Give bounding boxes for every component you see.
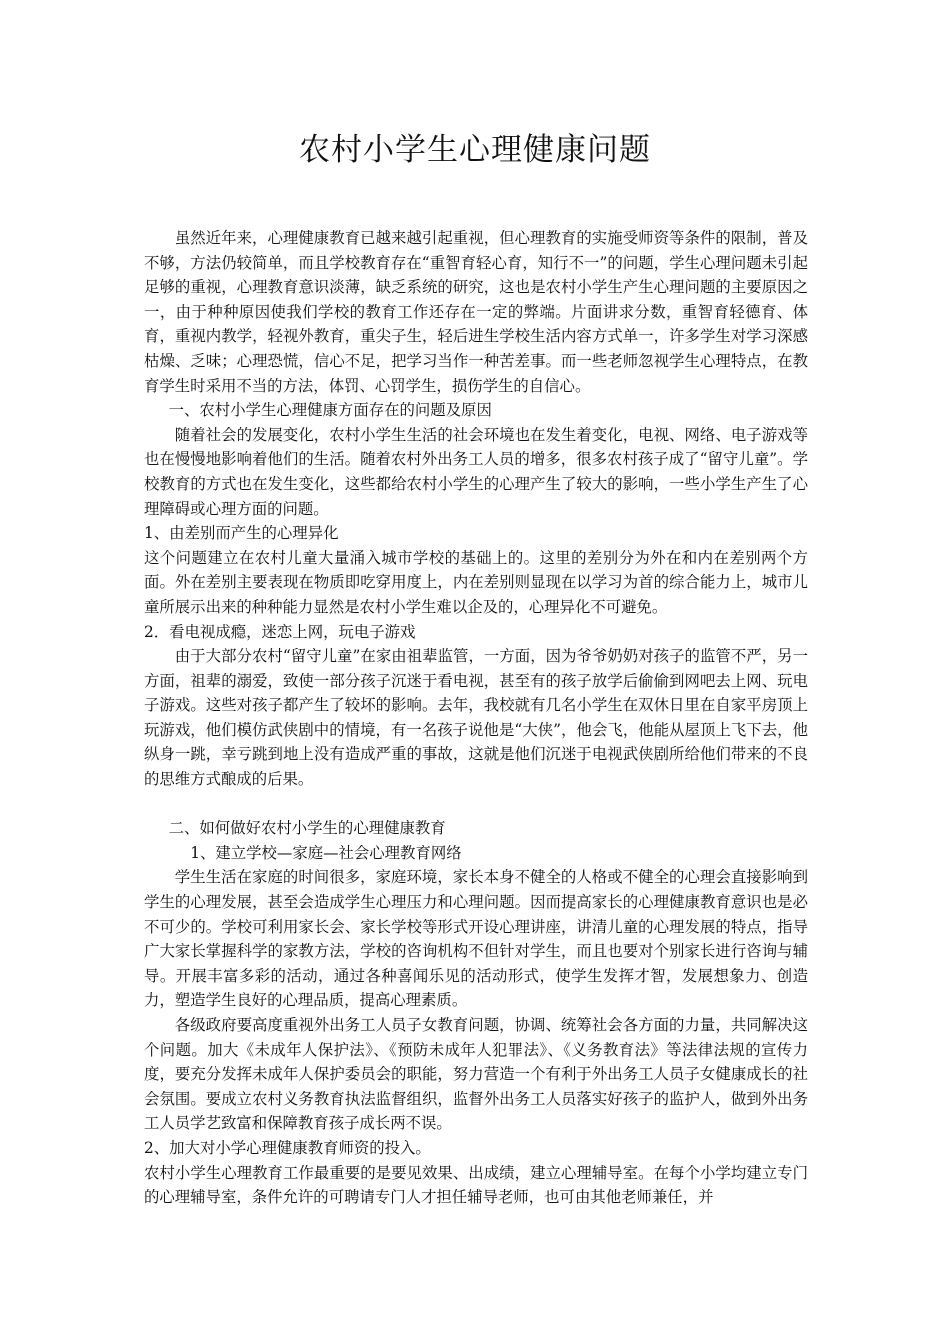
blank-line [144, 792, 808, 817]
section-heading-2: 二、如何做好农村小学生的心理健康教育 [168, 819, 446, 838]
paragraph: 由于大部分农村“留守儿童”在家由祖辈监管，一方面，因为爷爷奶奶对孩子的监管不严，另一方面，祖辈的溺爱，致使一部分孩子沉迷于看电视，甚至有的孩子放学后偷偷到网吧去上网、玩电子游戏。这些对孩子都产生了较坏的影响。去年，我校就有几名小学生在双休日里在自家平房顶上玩游戏，他们模仿武侠剧中的情境，有一名孩子说他是“大侠”，他会飞，他能从屋顶上飞下去，他纵身一跳，幸亏跳到地上没有造成严重的事故，这就是他们沉迷于电视武侠剧所给他们带来的不良的思维方式酿成的后果。 [144, 647, 808, 789]
paragraph: 学生生活在家庭的时间很多，家庭环境，家长本身不健全的人格或不健全的心理会直接影响到学生的心理发展，甚至会造成学生心理压力和心理问题。因而提高家长的心理健康教育意识也是必不可少的。学校可利用家长会、家长学校等形式开设心理讲座，讲清儿童的心理发展的特点，指导广大家长掌握科学的家教方法，学校的咨询机构不但针对学生，而且也要对个别家长进行咨询与辅导。开展丰富多彩的活动，通过各种喜闻乐见的活动形式，使学生发挥才智，发展想象力、创造力，塑造学生良好的心理品质，提高心理素质。 [144, 868, 808, 1010]
document-body [144, 226, 808, 1210]
paragraph: 这个问题建立在农村儿童大量涌入城市学校的基础上的。这里的差别分为外在和内在差别两个方面。外在差别主要表现在物质即吃穿用度上，内在差别则显现在以学习为首的综合能力上，城市儿童所展示出来的种种能力显然是农村小学生难以企及的，心理异化不可避免。 [144, 548, 808, 616]
paragraph: 随着社会的发展变化，农村小学生生活的社会环境也在发生着变化，电视、网络、电子游戏等也在慢慢地影响着他们的生活。随着农村外出务工人员的增多，很多农村孩子成了“留守儿童”。学校教育的方式也在发生变化，这些都给农村小学生的心理产生了较大的影响，一些小学生产生了心理障碍或心理方面的问题。 [144, 425, 808, 518]
subheading: 2、加大对小学心理健康教育师资的投入。 [144, 1138, 431, 1157]
document-title: 农村小学生心理健康问题 [299, 132, 651, 168]
paragraph-intro: 虽然近年来，心理健康教育已越来越引起重视，但心理教育的实施受师资等条件的限制，普及不够，方法仍较简单，而且学校教育存在“重智育轻心育，知行不一”的问题，学生心理问题未引起足够的重视，心理教育意识淡薄，缺乏系统的研究，这也是农村小学生产生心理问题的主要原因之一，由于种种原因使我们学校的教育工作还存在一定的弊端。片面讲求分数，重智育轻德育、体育，重视内教学，轻视外教育，重尖子生，轻后进生学校生活内容方式单一，许多学生对学习深感枯燥、乏味；心理恐慌，信心不足，把学习当作一种苦差事。而一些老师忽视学生心理特点，在教育学生时采用不当的方法，体罚、心罚学生，损伤学生的自信心。 [144, 229, 808, 395]
paragraph: 农村小学生心理教育工作最重要的是要见效果、出成绩，建立心理辅导室。在每个小学均建立专门的心理辅导室，条件允许的可聘请专门人才担任辅导老师，也可由其他老师兼任，并 [144, 1163, 808, 1207]
subheading: 2．看电视成瘾，迷恋上网，玩电子游戏 [144, 622, 416, 641]
paragraph: 各级政府要高度重视外出务工人员子女教育问题，协调、统筹社会各方面的力量，共同解决这个问题。加大《未成年人保护法》、《预防未成年人犯罪法》、《义务教育法》等法律法规的宣传力度，要充分发挥未成年人保护委员会的职能，努力营造一个有利于外出务工人员子女健康成长的社会氛围。要成立农村义务教育执法监督组织，监督外出务工人员落实好孩子的监护人，做到外出务工人员学艺致富和保障教育孩子成长两不误。 [144, 1016, 808, 1133]
section-heading-1: 一、农村小学生心理健康方面存在的问题及原因 [168, 401, 492, 420]
subheading: 1、建立学校—家庭—社会心理教育网络 [190, 843, 462, 862]
subheading: 1、由差别而产生的心理异化 [144, 524, 339, 543]
